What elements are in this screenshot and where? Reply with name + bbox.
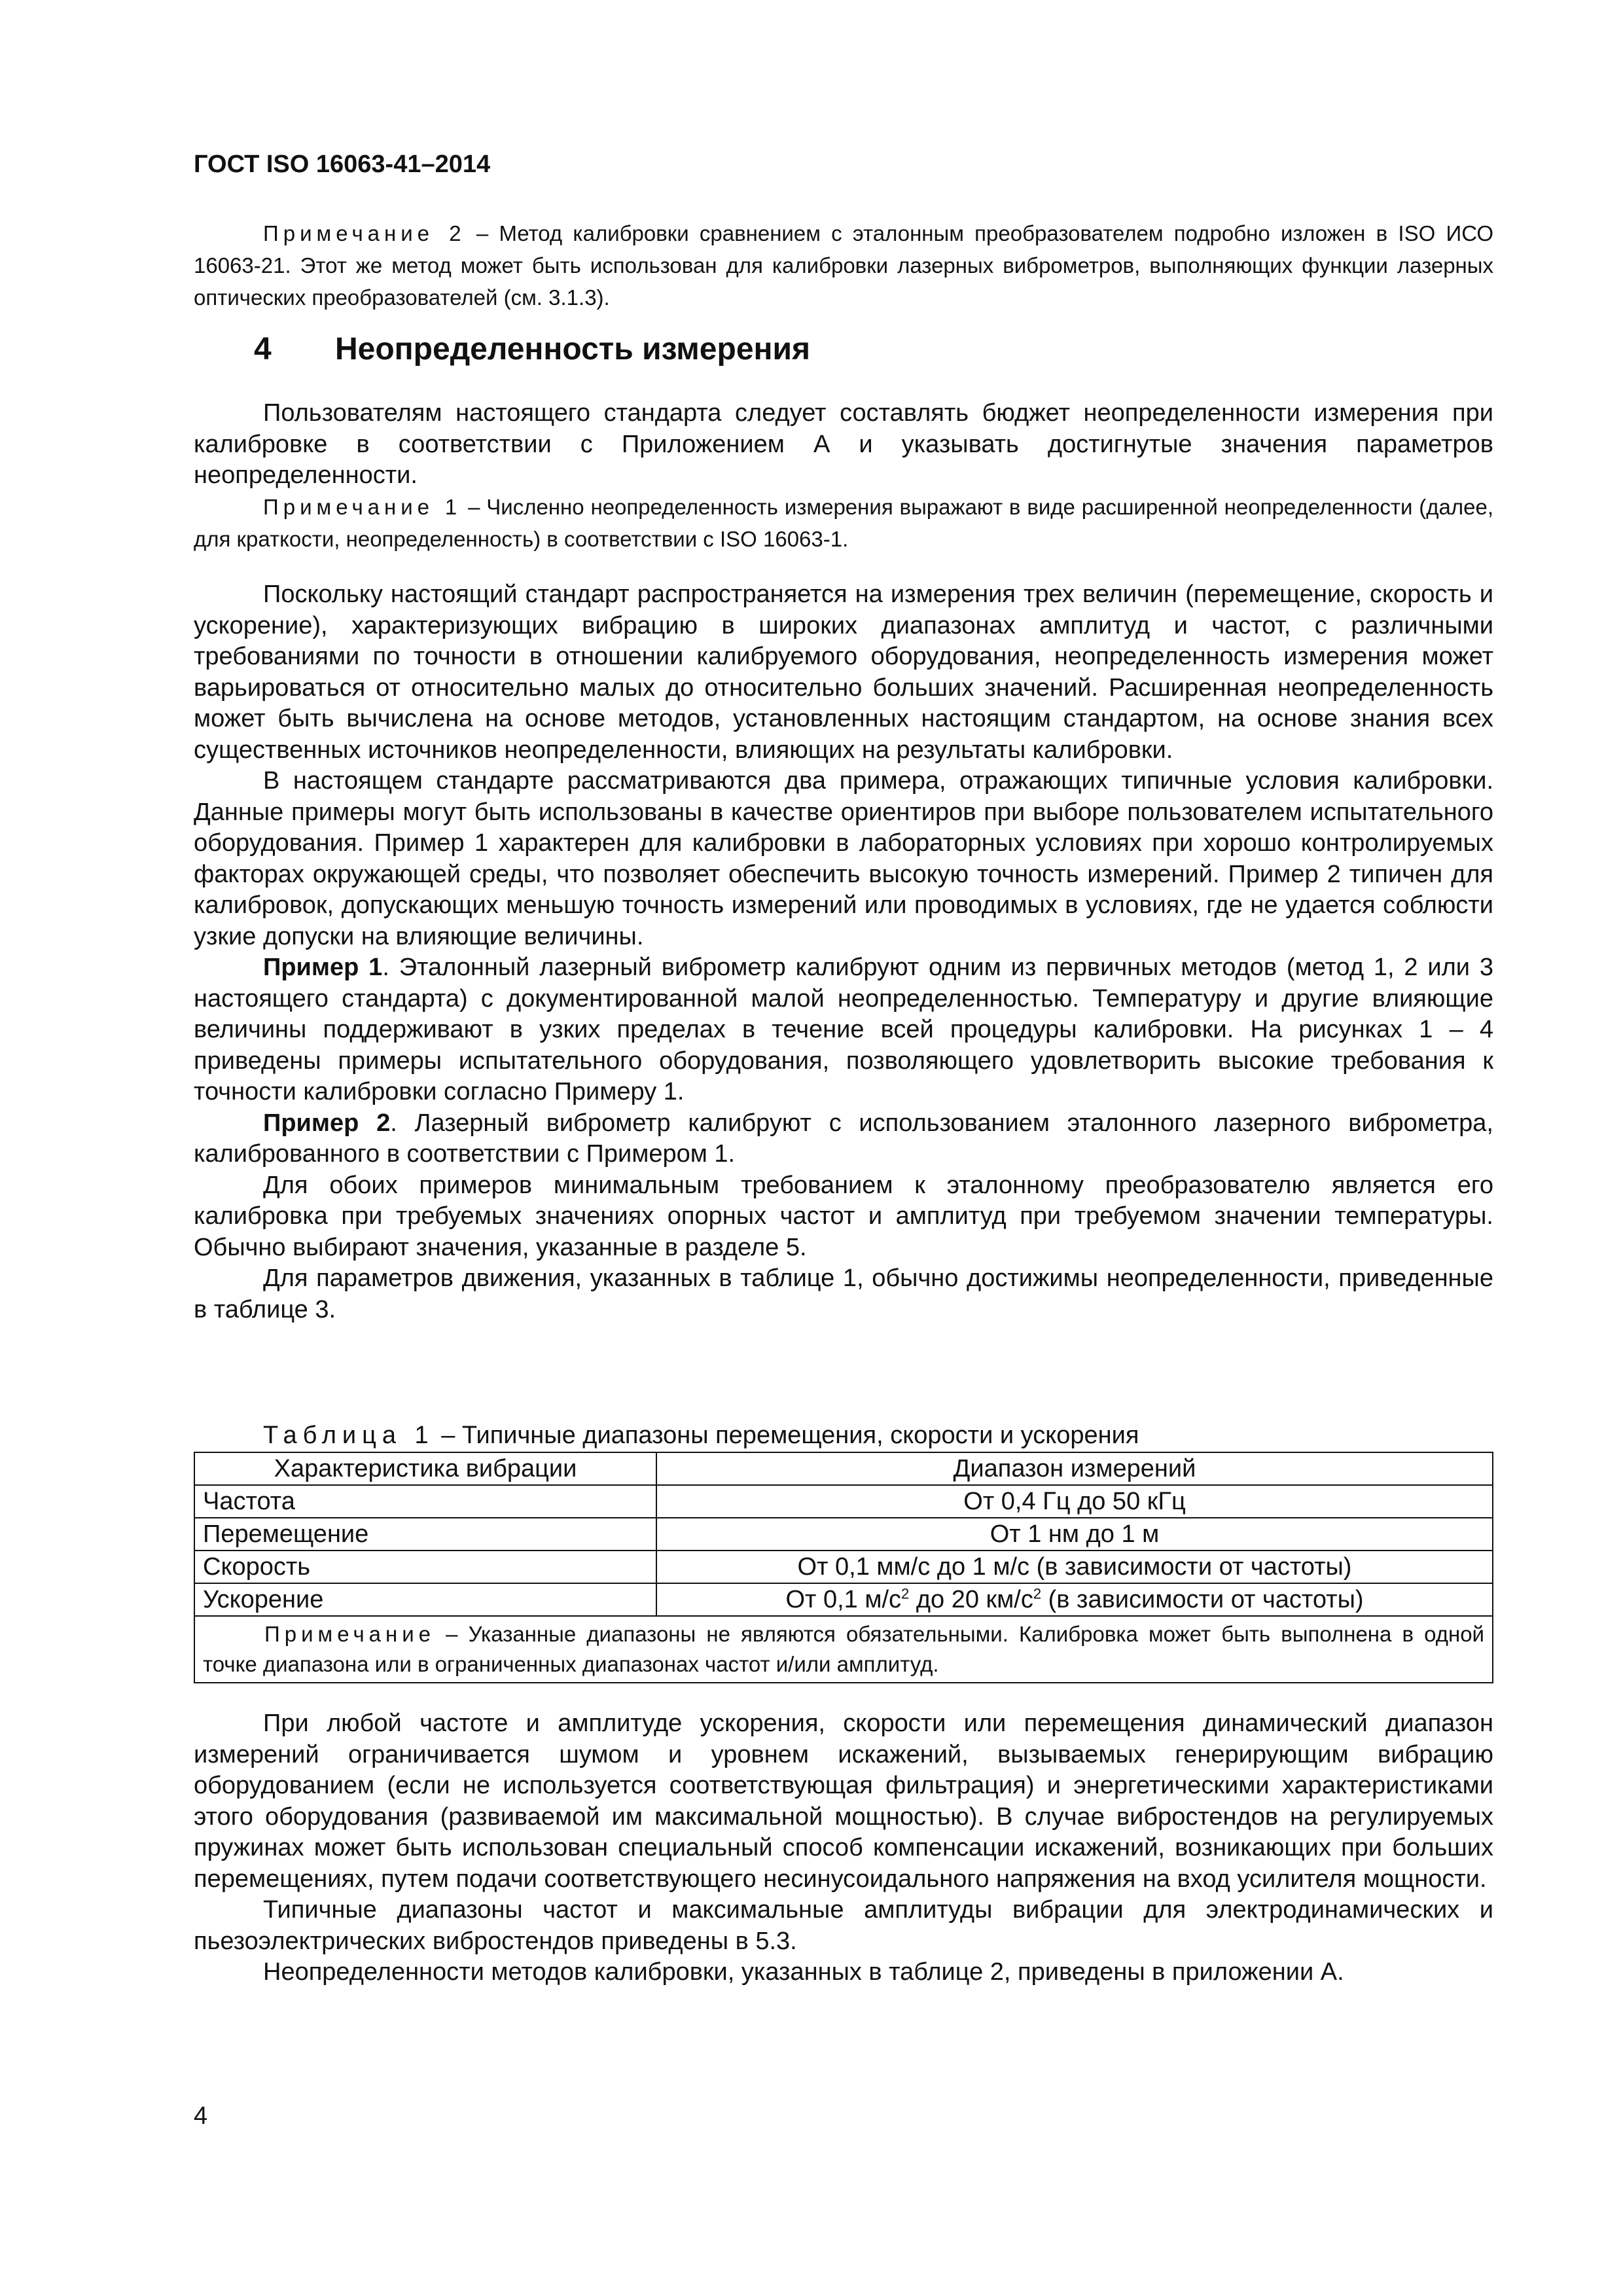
table-note-row	[194, 1616, 1493, 1683]
superscript: 2	[1033, 1585, 1042, 1602]
table-row	[194, 1551, 1493, 1583]
table-1-caption-label: Таблица 1	[263, 1422, 435, 1449]
note-1-text: – Численно неопределенность измерения выражают в виде расширенной неопределенности (далее, для краткости, неопределенность) в соответствии с ISO 16063-1.	[194, 495, 1493, 551]
table-note-text: – Указанные диапазоны не являются обязательными. Калибровка может быть выполнена в одной точке диапазона или в ограниченных диапазонах частот и/или амплитуд.	[203, 1622, 1484, 1676]
note-1-label: Примечание 1	[263, 495, 462, 519]
example-2-text: . Лазерный виброметр калибруют с использованием эталонного лазерного виброметра, калиброванного в соответствии с Примером 1.	[194, 1109, 1493, 1168]
paragraph: Поскольку настоящий стандарт распространяется на измерения трех величин (перемещение, скорость и ускорение), характеризующих вибрацию в широких диапазонах амплитуд и частот, с различными требованиями по точности в отношении калибруемого оборудования, неопределенность измерения может варьироваться от относительно малых до относительно больших значений. Расширенная неопределенность может быть вычислена на основе методов, установленных настоящим стандартом, на основе знания всех существенных источников неопределенности, влияющих на результаты калибровки.	[194, 581, 1493, 764]
table-note-cell	[194, 1616, 1493, 1683]
superscript: 2	[901, 1585, 910, 1602]
table-cell: Перемещение	[194, 1518, 656, 1551]
example-2	[194, 1108, 1493, 1170]
example-1	[194, 952, 1493, 1108]
table-row	[194, 1485, 1493, 1518]
paragraph: Типичные диапазоны частот и максимальные амплитуды вибрации для электродинамических и пьезоэлектрических вибростендов приведены в 5.3.	[194, 1896, 1493, 1955]
paragraph-group-b	[194, 579, 1493, 1325]
table-header-cell: Диапазон измерений	[656, 1452, 1493, 1485]
table-cell: От 1 нм до 1 м	[656, 1518, 1493, 1551]
note-2	[194, 217, 1493, 314]
section-heading	[254, 331, 810, 367]
paragraph: При любой частоте и амплитуде ускорения, скорости или перемещения динамический диапазон измерений ограничивается шумом и уровнем искажений, вызываемых генерирующим вибрацию оборудованием (если не используется соответствующая фильтрация) и энергетическими характеристиками этого оборудования (развиваемой им максимальной мощностью). В случае вибростендов на регулируемых пружинах может быть использован специальный способ компенсации искажений, возникающих при больших перемещениях, путем подачи соответствующего несинусоидального напряжения на вход усилителя мощности.	[194, 1710, 1493, 1893]
paragraph-group-d	[194, 1708, 1493, 1988]
example-1-label: Пример 1	[263, 954, 383, 981]
range-part: до 20 км/с	[909, 1586, 1033, 1613]
note-1	[194, 491, 1493, 555]
table-header-row	[194, 1452, 1493, 1485]
document-header: ГОСТ ISO 16063-41–2014	[194, 151, 491, 178]
table-cell: От 0,1 мм/с до 1 м/с (в зависимости от частоты)	[656, 1551, 1493, 1583]
paragraph: В настоящем стандарте рассматриваются два примера, отражающих типичные условия калибровки. Данные примеры могут быть использованы в качестве ориентиров при выборе пользователем испытательного оборудования. Пример 1 характерен для калибровки в лабораторных условиях при хорошо контролируемых факторах окружающей среды, что позволяет обеспечить высокую точность измерений. Пример 2 типичен для калибровок, допускающих меньшую точность измерений или проводимых в условиях, где не удается соблюсти узкие допуски на влияющие величины.	[194, 767, 1493, 950]
section-number: 4	[254, 332, 272, 367]
paragraph: Пользователям настоящего стандарта следует составлять бюджет неопределенности измерения при калибровке в соответствии с Приложением А и указывать достигнутые значения параметров неопределенности.	[194, 399, 1493, 489]
example-1-text: . Эталонный лазерный виброметр калибруют одним из первичных методов (метод 1, 2 или 3 настоящего стандарта) с документированной малой неопределенностью. Температуру и другие влияющие величины поддерживают в узких пределах в течение всей процедуры калибровки. На рисунках 1 – 4 приведены примеры испытательного оборудования, позволяющего удовлетворить высокие требования к точности калибровки согласно Примеру 1.	[194, 954, 1493, 1105]
paragraph: Для параметров движения, указанных в таблице 1, обычно достижимы неопределенности, приведенные в таблице 3.	[194, 1265, 1493, 1323]
paragraph-group-a	[194, 398, 1493, 492]
range-part: (в зависимости от частоты)	[1041, 1586, 1364, 1613]
document-page	[194, 0, 1493, 2296]
example-2-label: Пример 2	[263, 1109, 391, 1137]
table-1-wrapper	[194, 1452, 1493, 1683]
table-cell: Частота	[194, 1485, 656, 1518]
paragraph: Для обоих примеров минимальным требованием к эталонному преобразователю является его калибровка при требуемых значениях опорных частот и амплитуд при требуемом значении температуры. Обычно выбирают значения, указанные в разделе 5.	[194, 1171, 1493, 1261]
note-2-label: Примечание 2	[263, 221, 466, 245]
paragraph: Неопределенности методов калибровки, указанных в таблице 2, приведены в приложении А.	[263, 1958, 1344, 1986]
range-part: От 0,1 м/с	[785, 1586, 902, 1613]
table-row	[194, 1583, 1493, 1616]
table-cell: Ускорение	[194, 1583, 656, 1616]
table-1-caption-text: – Типичные диапазоны перемещения, скорости и ускорения	[434, 1422, 1139, 1449]
table-1-caption	[263, 1422, 1139, 1450]
table-cell: Скорость	[194, 1551, 656, 1583]
table-note-label: Примечание	[264, 1622, 436, 1646]
table-row	[194, 1518, 1493, 1551]
note-2-text: – Метод калибровки сравнением с эталонным преобразователем подробно изложен в ISO ИСО 16063-21. Этот же метод может быть использован для калибровки лазерных виброметров, выполняющих функции лазерных оптических преобразователей (см. 3.1.3).	[194, 221, 1494, 310]
table-cell: От 0,4 Гц до 50 кГц	[656, 1485, 1493, 1518]
section-title: Неопределенность измерения	[335, 332, 811, 367]
page-number: 4	[194, 2102, 208, 2130]
table-header-cell: Характеристика вибрации	[194, 1452, 656, 1485]
table-cell	[656, 1583, 1493, 1616]
table-1	[194, 1452, 1493, 1683]
